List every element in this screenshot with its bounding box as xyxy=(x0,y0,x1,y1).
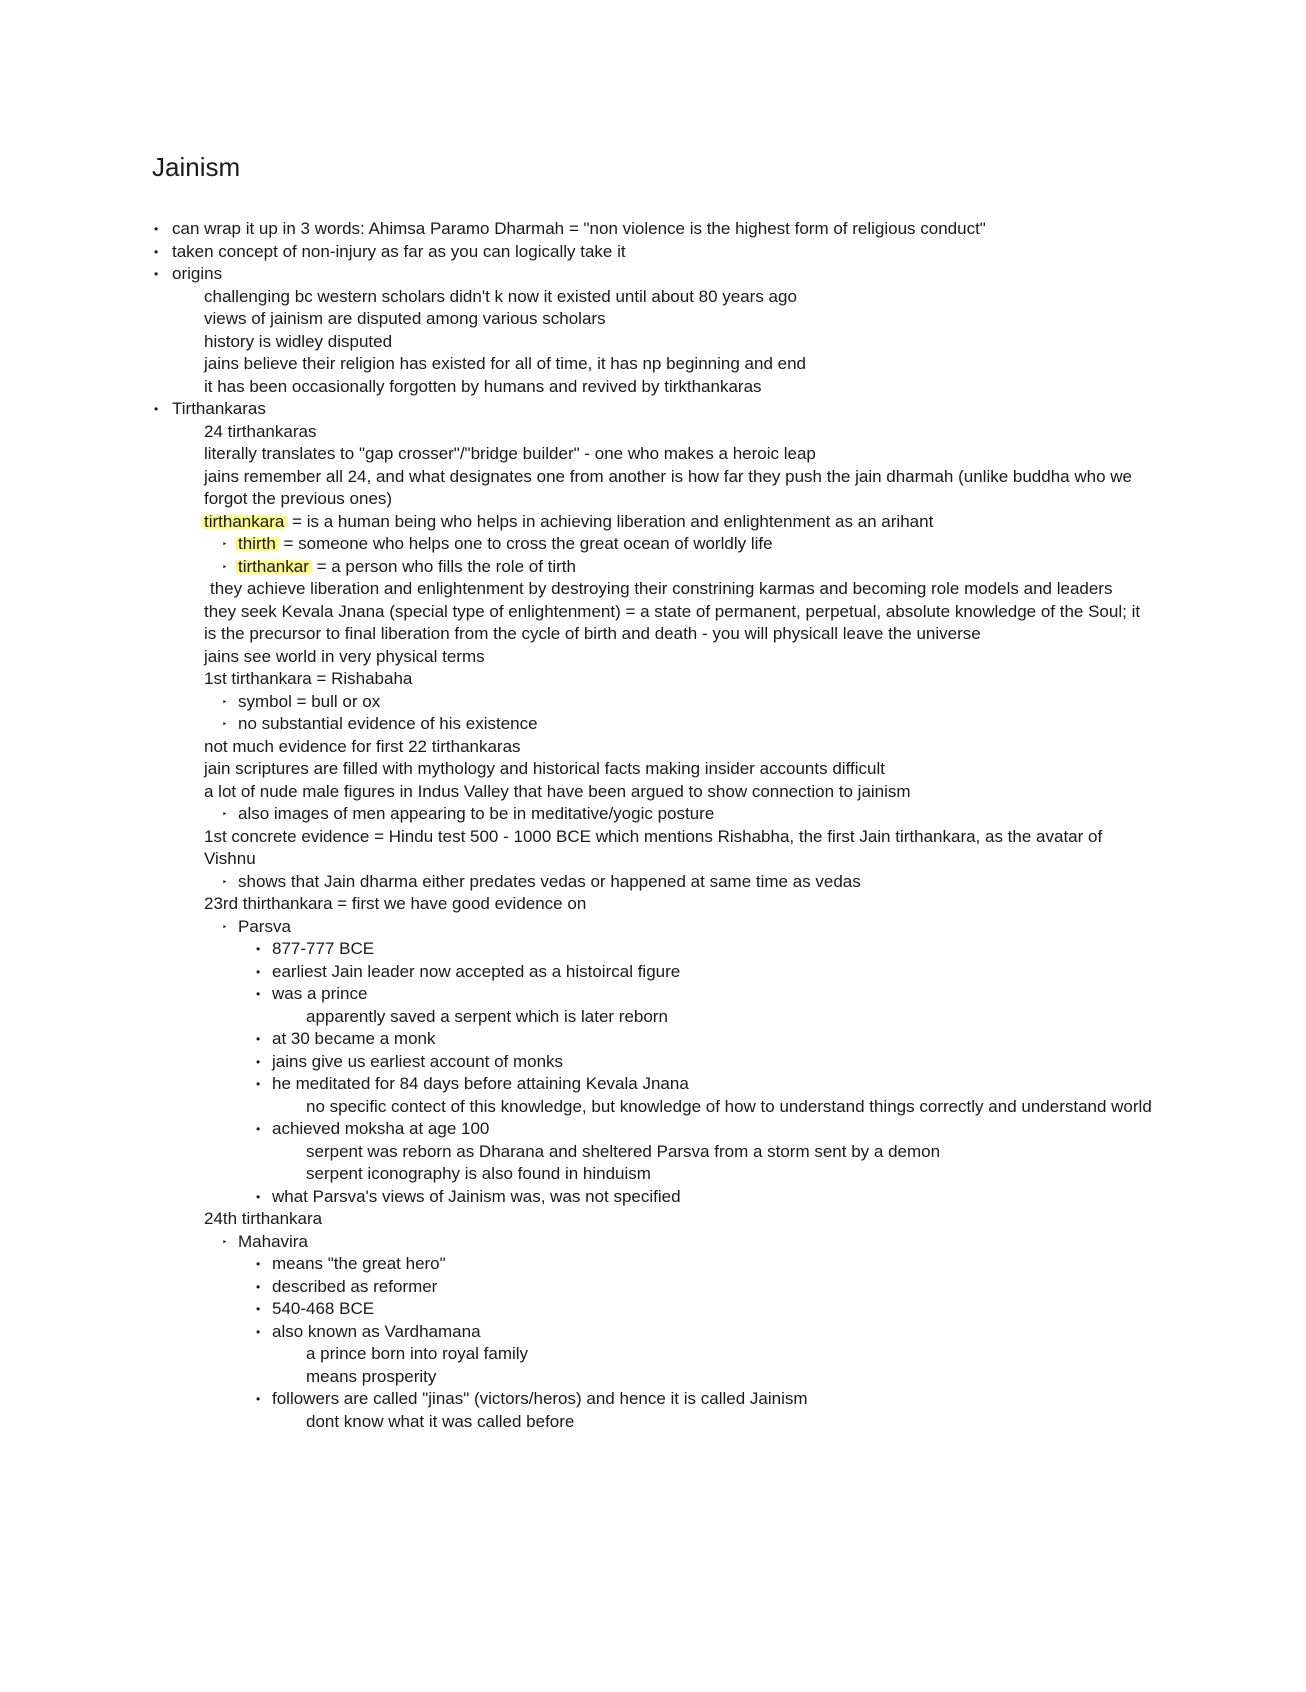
list-item: • earliest Jain leader now accepted as a histoircal figure xyxy=(152,961,1152,984)
arrow-bullet-icon: ‣ xyxy=(222,719,228,729)
list-item: • 540-468 BCE xyxy=(152,1298,1152,1321)
list-item: • jains give us earliest account of monks xyxy=(152,1051,1152,1074)
bullet-icon: • xyxy=(256,1257,261,1271)
list-item: • origins xyxy=(152,263,1152,286)
notes-body xyxy=(152,218,1152,1433)
sub-list-item: ‣ symbol = bull or ox xyxy=(152,691,1152,714)
note-line: it has been occasionally forgotten by humans and revived by tirkthankaras xyxy=(204,376,762,396)
note-line: 24 tirthankaras xyxy=(204,421,317,441)
highlighted-term: tirthankar xyxy=(235,557,312,576)
bullet-icon: • xyxy=(256,942,261,956)
note-line: 1st tirthankara = Rishabaha xyxy=(204,669,413,688)
list-item: • was a prince xyxy=(152,983,1152,1006)
note-line: 23rd thirthankara = first we have good evidence on xyxy=(204,894,587,913)
note-line: jains believe their religion has existed for all of time, it has np beginning and end xyxy=(204,354,806,373)
sub-list-item: ‣ thirth = someone who helps one to cross the great ocean of worldly life xyxy=(152,533,1152,556)
list-item: • described as reformer xyxy=(152,1276,1152,1299)
note-line: a prince born into royal family xyxy=(306,1344,529,1363)
arrow-bullet-icon: ‣ xyxy=(222,809,228,819)
sub-list-item: ‣ no substantial evidence of his existence xyxy=(152,713,1152,736)
bullet-icon: • xyxy=(256,1122,261,1136)
note-line: 24th tirthankara xyxy=(204,1209,323,1228)
arrow-bullet-icon: ‣ xyxy=(222,876,228,887)
sub-list-item: ‣ shows that Jain dharma either predates vedas or happened at same time as vedas xyxy=(152,871,1152,894)
list-item: • also known as Vardhamana xyxy=(152,1321,1152,1344)
note-line: dont know what it was called before xyxy=(306,1411,575,1431)
bullet-icon: • xyxy=(256,1302,261,1316)
note-line: history is widley disputed xyxy=(204,331,393,351)
list-item: • followers are called "jinas" (victors/heros) and hence it is called Jainism xyxy=(152,1388,1152,1411)
arrow-bullet-icon: ‣ xyxy=(222,696,228,707)
page-title: Jainism xyxy=(152,152,241,182)
sub-list-item: ‣ Parsva xyxy=(152,916,1152,939)
note-line: serpent iconography is also found in hinduism xyxy=(306,1164,651,1183)
note-line: jains see world in very physical terms xyxy=(204,646,485,666)
list-item: • he meditated for 84 days before attaining Kevala Jnana xyxy=(152,1073,1152,1096)
note-line: jain scriptures are filled with mythology and historical facts making insider accounts difficult xyxy=(204,759,885,778)
arrow-bullet-icon: ‣ xyxy=(222,1236,228,1247)
bullet-icon: • xyxy=(256,1189,261,1204)
bullet-icon: • xyxy=(256,1032,261,1046)
list-item: • 877-777 BCE xyxy=(152,938,1152,961)
note-line: they achieve liberation and enlightenment by destroying their constrining karmas and becoming role models and leaders xyxy=(210,579,1113,598)
note-line: a lot of nude male figures in Indus Valley that have been argued to show connection to jainism xyxy=(204,781,911,801)
bullet-icon: • xyxy=(154,244,159,259)
note-line: challenging bc western scholars didn't k now it existed until about 80 years ago xyxy=(204,286,797,306)
definition-line: tirthankara = is a human being who helps in achieving liberation and enlightenment as an arihant xyxy=(152,511,1152,534)
bullet-icon: • xyxy=(256,1279,261,1294)
highlighted-term: thirth xyxy=(235,534,279,553)
list-item: • at 30 became a monk xyxy=(152,1028,1152,1051)
list-item: • Tirthankaras xyxy=(152,398,1152,421)
list-item: • can wrap it up in 3 words: Ahimsa Paramo Dharmah = "non violence is the highest form of religious conduct" xyxy=(152,218,1152,241)
bullet-icon: • xyxy=(256,1054,261,1069)
list-item: • taken concept of non-injury as far as you can logically take it xyxy=(152,241,1152,264)
bullet-icon: • xyxy=(154,267,159,281)
note-line: views of jainism are disputed among various scholars xyxy=(204,309,606,328)
list-item: • what Parsva's views of Jainism was, was not specified xyxy=(152,1186,1152,1209)
note-line: serpent was reborn as Dharana and sheltered Parsva from a storm sent by a demon xyxy=(306,1141,941,1161)
arrow-bullet-icon: ‣ xyxy=(222,539,228,549)
bullet-icon: • xyxy=(256,964,261,979)
arrow-bullet-icon: ‣ xyxy=(222,561,228,572)
sub-list-item: ‣ tirthankar = a person who fills the role of tirth xyxy=(152,556,1152,579)
highlighted-term: tirthankara xyxy=(201,512,287,531)
note-line: apparently saved a serpent which is later reborn xyxy=(306,1006,668,1026)
bullet-icon: • xyxy=(154,222,159,236)
bullet-icon: • xyxy=(154,402,159,416)
bullet-icon: • xyxy=(256,1392,261,1406)
bullet-icon: • xyxy=(256,987,261,1001)
note-line: literally translates to "gap crosser"/"bridge builder" - one who makes a heroic leap xyxy=(204,444,816,463)
bullet-icon: • xyxy=(256,1077,261,1091)
note-line: they seek Kevala Jnana (special type of enlightenment) = a state of permanent, perpetual, absolute knowledge of the Soul; it is the precursor to final liberation from the cycle of birth and death - you will physicall leave the universe xyxy=(204,601,1141,643)
sub-list-item: ‣ also images of men appearing to be in meditative/yogic posture xyxy=(152,803,1152,826)
bullet-icon: • xyxy=(256,1324,261,1339)
arrow-bullet-icon: ‣ xyxy=(222,921,228,932)
list-item: • means "the great hero" xyxy=(152,1253,1152,1276)
note-line: means prosperity xyxy=(306,1366,437,1386)
sub-list-item: ‣ Mahavira xyxy=(152,1231,1152,1254)
list-item: • achieved moksha at age 100 xyxy=(152,1118,1152,1141)
note-line: jains remember all 24, and what designates one from another is how far they push the jain dharmah (unlike buddha who we forgot the previous ones) xyxy=(204,466,1132,508)
note-line: 1st concrete evidence = Hindu test 500 - 1000 BCE which mentions Rishabha, the first Jain tirthankara, as the avatar of Vishnu xyxy=(204,826,1103,868)
note-line: no specific contect of this knowledge, but knowledge of how to understand things correctly and understand world xyxy=(306,1096,1152,1116)
note-line: not much evidence for first 22 tirthankaras xyxy=(204,736,521,756)
